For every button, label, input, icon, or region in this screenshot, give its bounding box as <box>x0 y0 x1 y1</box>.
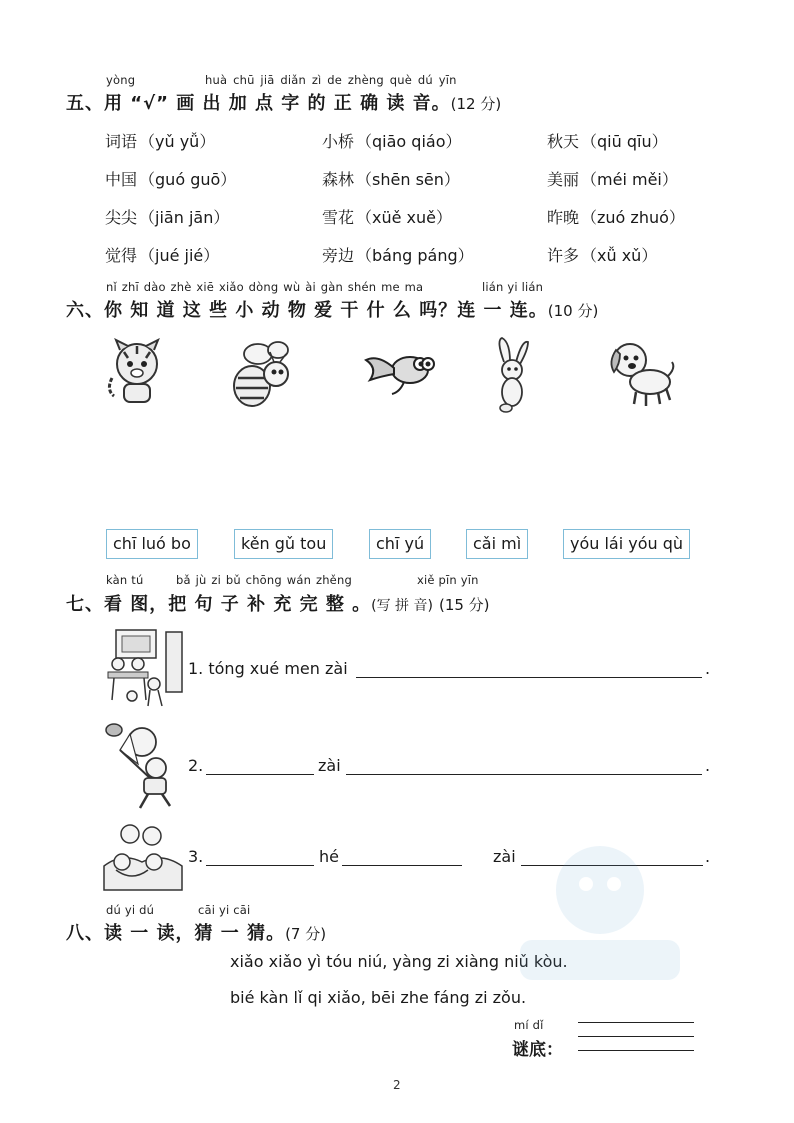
riddle-line-1: xiǎo xiǎo yì tóu niú, yàng zi xiàng niǔ kòu. <box>230 952 568 971</box>
reading-options[interactable]: （xǚ xǔ） <box>581 246 658 265</box>
sentence-2-end: . <box>705 756 711 775</box>
puppy-picture <box>606 338 676 408</box>
bee-picture <box>230 340 296 412</box>
reading-word: 昨晚 <box>547 208 580 227</box>
rabbit-picture <box>492 336 532 416</box>
section6-title-text: 六、你 知 道 这 些 小 动 物 爱 干 什 么 吗？连 一 连。 <box>66 300 548 321</box>
reading-word: 觉得 <box>105 246 138 265</box>
section6-score: (10 分) <box>547 302 599 320</box>
reading-word: 美丽 <box>547 170 580 189</box>
section7-pinyin-xie: xiě pīn yīn <box>417 573 479 587</box>
sentence-3-end: . <box>705 847 711 866</box>
goldfish-picture <box>364 350 438 396</box>
reading-options[interactable]: （qiū qīu） <box>581 132 668 151</box>
section7-title-text: 七、看 图，把 句 子 补 充 完 整 。 <box>66 594 372 615</box>
section5-pinyin-rest: huà chū jiā diǎn zì de zhèng què dú yīn <box>205 73 457 87</box>
activity-option[interactable]: yóu lái yóu qù <box>563 529 690 559</box>
section8-score: (7 分) <box>285 925 327 943</box>
reading-options[interactable]: （xüě xuě） <box>356 208 453 227</box>
reading-options[interactable]: （shēn sēn） <box>356 170 460 189</box>
reading-item <box>105 205 229 228</box>
reading-item <box>105 243 219 266</box>
reading-item <box>322 129 462 152</box>
sentence-3-blank-subject-b[interactable] <box>342 865 462 866</box>
reading-word: 森林 <box>322 170 355 189</box>
answer-label: 谜底： <box>512 1040 563 1060</box>
children-playing-picture <box>102 822 184 892</box>
sentence-3-he: hé <box>319 847 339 866</box>
reading-options[interactable]: （zuó zhuó） <box>581 208 685 227</box>
reading-options[interactable]: （qiāo qiáo） <box>356 132 462 151</box>
reading-word: 雪花 <box>322 208 355 227</box>
section8-title <box>66 919 326 945</box>
reading-word: 中国 <box>105 170 138 189</box>
reading-options[interactable]: （jué jié） <box>139 246 220 265</box>
sentence-1-text: tóng xué men zài <box>208 659 348 678</box>
classroom-picture <box>104 626 184 710</box>
reading-options[interactable]: （yǔ yǚ） <box>139 132 216 151</box>
watermark-logo <box>510 830 690 1010</box>
sentence-2-number: 2. <box>188 756 204 775</box>
sentence-2-blank-subject[interactable] <box>206 774 314 775</box>
reading-options[interactable]: （méi měi） <box>581 170 678 189</box>
sentence-1-number: 1. <box>188 659 204 678</box>
reading-word: 小桥 <box>322 132 355 151</box>
section5-score: (12 分) <box>450 95 502 113</box>
activity-option[interactable]: cǎi mì <box>466 529 528 559</box>
activity-option[interactable]: chī luó bo <box>106 529 198 559</box>
sentence-1 <box>188 659 348 678</box>
activity-option[interactable]: kěn gǔ tou <box>234 529 333 559</box>
reading-item <box>547 129 668 152</box>
section7-pinyin-kantu: kàn tú <box>106 573 144 587</box>
sentence-1-blank[interactable] <box>356 677 702 678</box>
section6-pinyin-lianyilian: lián yi lián <box>482 280 544 294</box>
section7-title <box>66 590 490 616</box>
reading-word: 尖尖 <box>105 208 138 227</box>
section7-note: (写 拼 音) <box>371 598 433 614</box>
section7-pinyin-sentence: bǎ jù zi bǔ chōng wán zhěng <box>176 573 352 587</box>
riddle-line-2: bié kàn lǐ qi xiǎo, bēi zhe fáng zi zǒu. <box>230 988 527 1007</box>
reading-item <box>547 167 678 190</box>
section8-title-text: 八、读 一 读，猜 一 猜。 <box>66 923 286 944</box>
reading-word: 秋天 <box>547 132 580 151</box>
reading-options[interactable]: （báng páng） <box>356 246 474 265</box>
answer-line-3[interactable] <box>578 1050 694 1051</box>
reading-item <box>322 243 474 266</box>
section6-title <box>66 296 598 322</box>
section6-pinyin-question: nǐ zhī dào zhè xiē xiǎo dòng wù ài gàn shén me ma <box>106 280 424 294</box>
section5-pinyin-yong: yòng <box>106 73 136 87</box>
sentence-3-blank-subject-a[interactable] <box>206 865 314 866</box>
reading-item <box>105 167 236 190</box>
answer-line-2[interactable] <box>578 1036 694 1037</box>
sentence-2-zai: zài <box>318 756 341 775</box>
section5-title-text: 五、用 “√” 画 出 加 点 字 的 正 确 读 音。 <box>66 93 451 114</box>
answer-pinyin: mí dǐ <box>514 1018 544 1032</box>
answer-line-1[interactable] <box>578 1022 694 1023</box>
reading-options[interactable]: （jiān jān） <box>139 208 230 227</box>
activity-option[interactable]: chī yú <box>369 529 431 559</box>
sentence-1-end: . <box>705 659 711 678</box>
reading-item <box>105 129 215 152</box>
reading-word: 旁边 <box>322 246 355 265</box>
reading-word: 词语 <box>105 132 138 151</box>
reading-options[interactable]: （guó guō） <box>139 170 237 189</box>
reading-word: 许多 <box>547 246 580 265</box>
section7-score: (15 分) <box>438 596 490 614</box>
reading-item <box>547 205 685 228</box>
section8-pinyin-du: dú yi dú <box>106 903 155 917</box>
butterfly-catching-picture <box>102 720 178 810</box>
tiger-picture <box>104 338 170 408</box>
reading-item <box>322 205 452 228</box>
sentence-3-zai: zài <box>493 847 516 866</box>
section8-pinyin-cai: cāi yi cāi <box>198 903 251 917</box>
reading-item <box>322 167 460 190</box>
sentence-2-blank-action[interactable] <box>346 774 702 775</box>
reading-item <box>547 243 657 266</box>
section5-title <box>66 89 501 115</box>
sentence-3-number: 3. <box>188 847 204 866</box>
page-number: 2 <box>393 1078 401 1092</box>
